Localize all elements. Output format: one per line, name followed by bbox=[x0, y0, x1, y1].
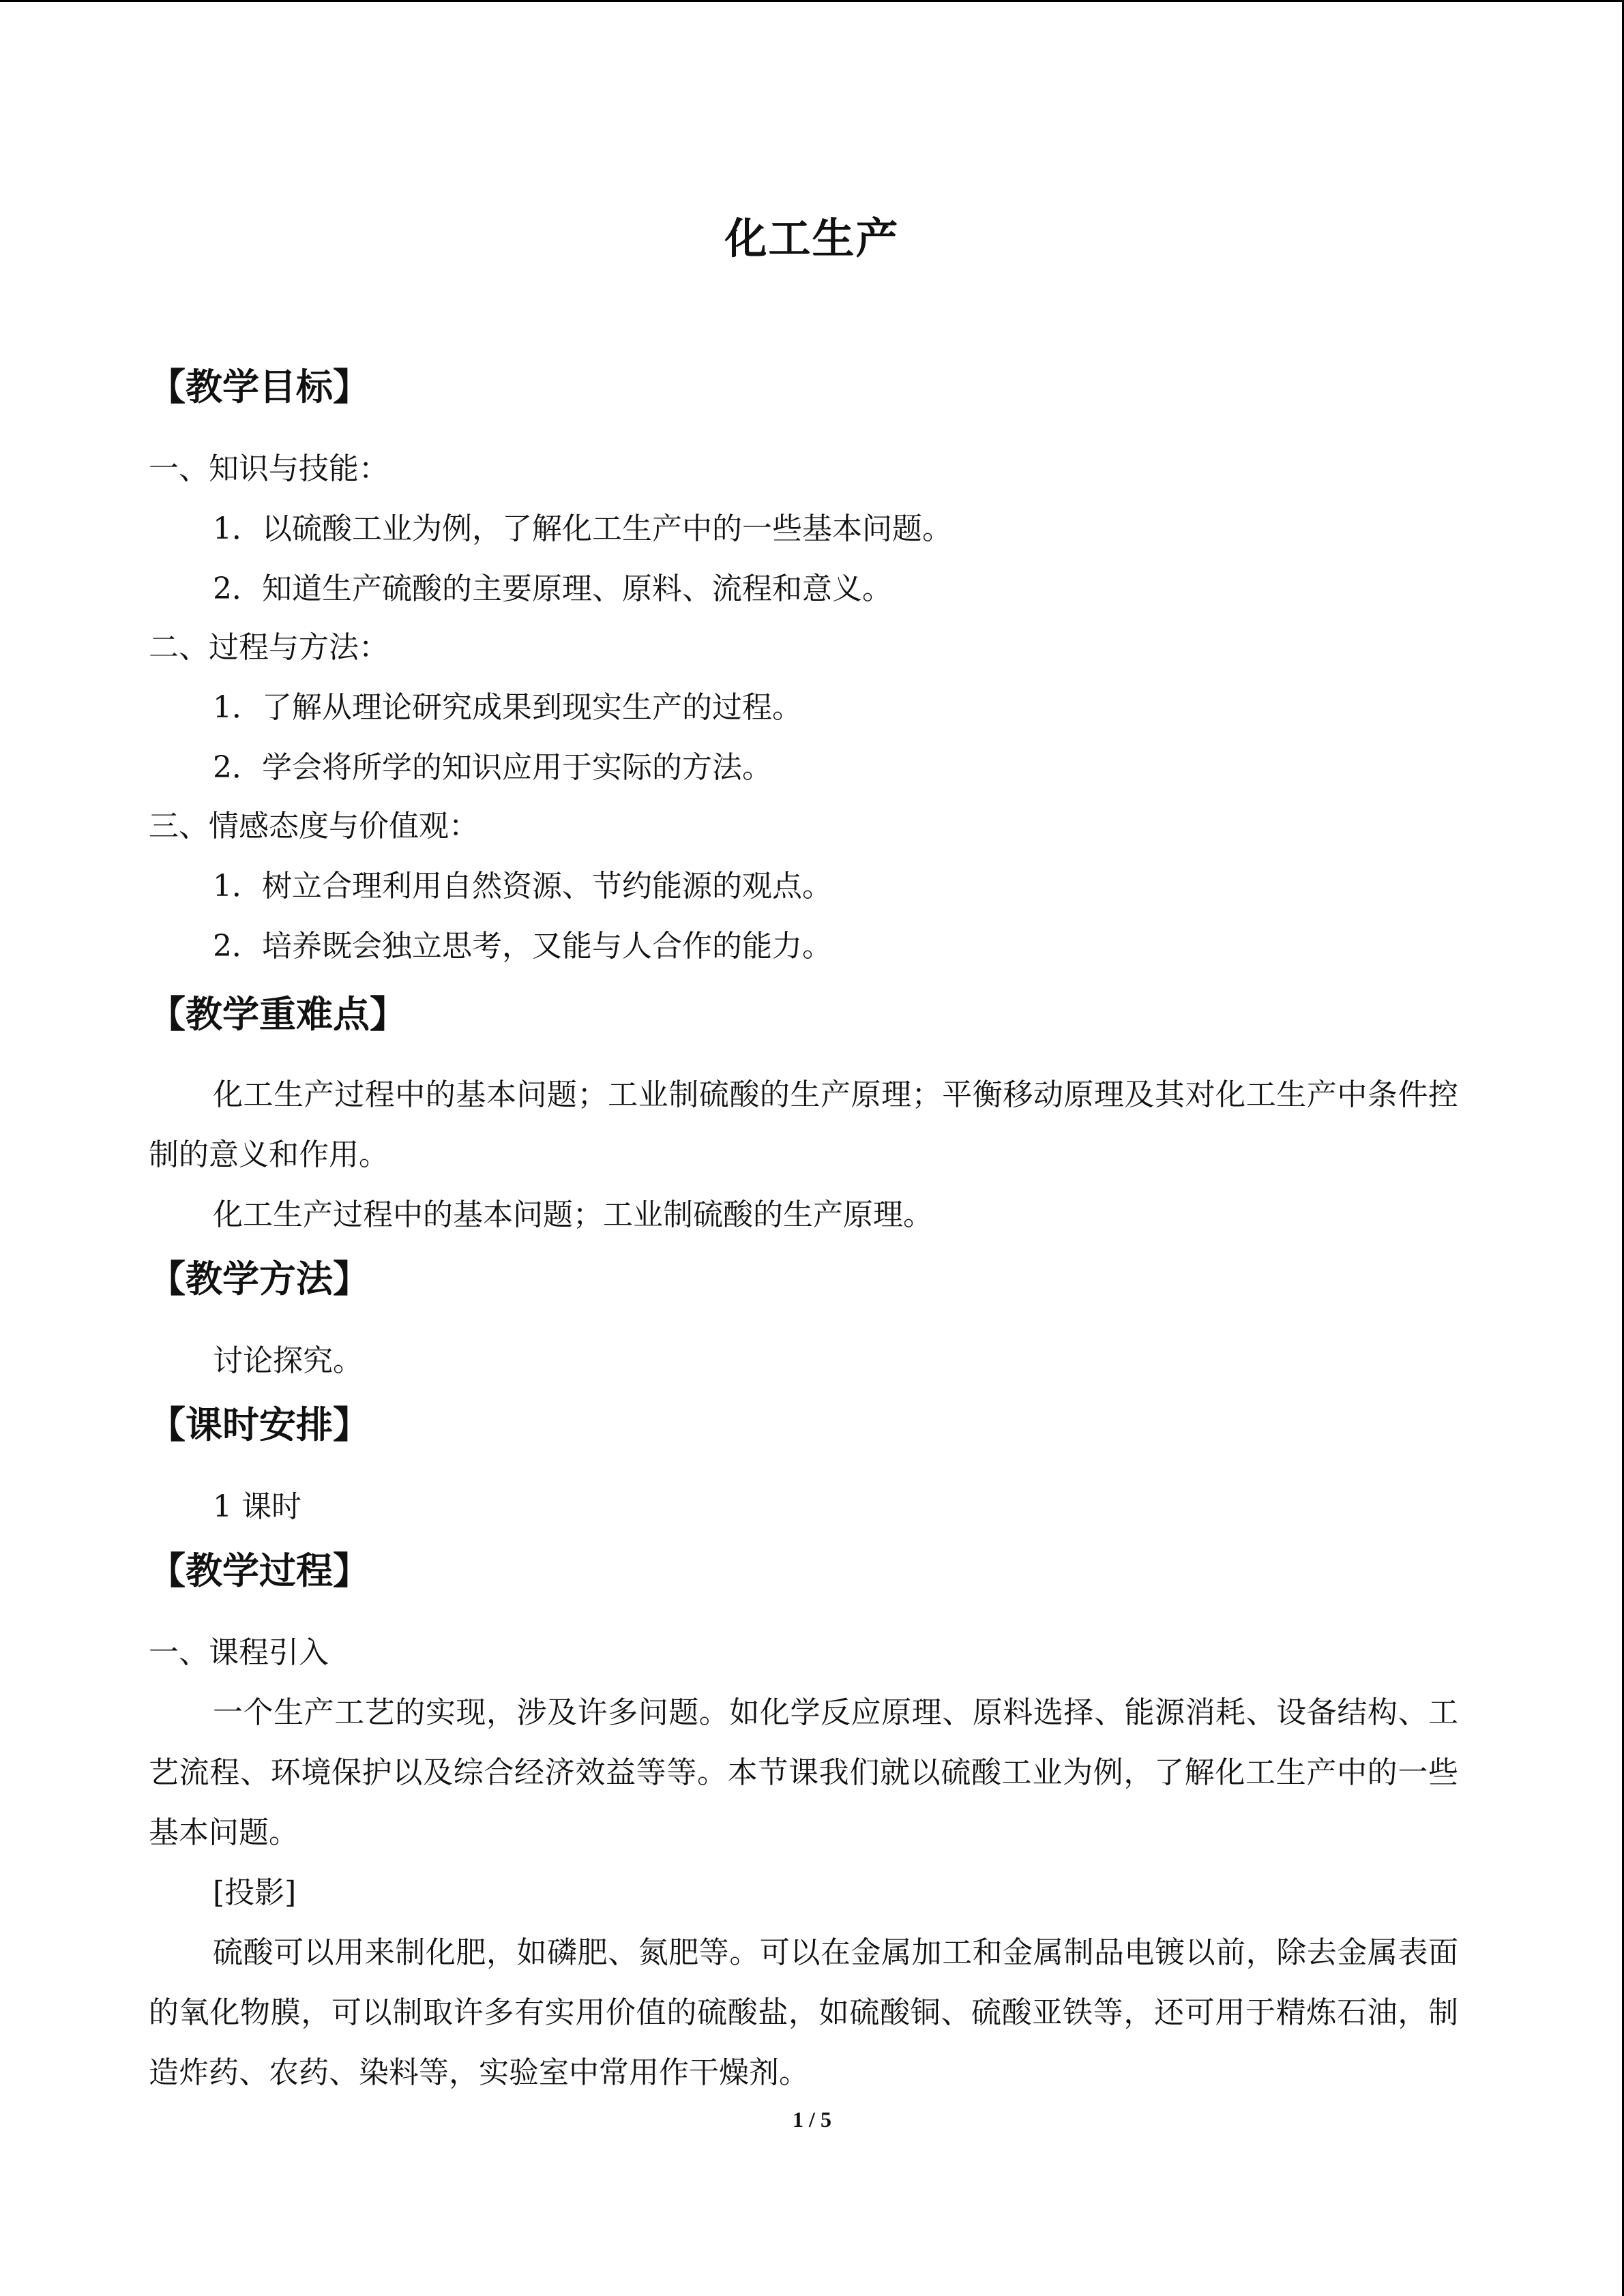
objectives-knowledge-item-1: 1．以硫酸工业为例，了解化工生产中的一些基本问题。 bbox=[213, 511, 952, 546]
objectives-process-label: 二、过程与方法： bbox=[149, 630, 389, 665]
heading-key-points: 【教学重难点】 bbox=[149, 993, 407, 1036]
objectives-process-item-1: 1．了解从理论研究成果到现实生产的过程。 bbox=[213, 690, 802, 725]
key-points-paragraph-2: 化工生产过程中的基本问题；工业制硫酸的生产原理。 bbox=[213, 1197, 933, 1232]
objectives-values-label: 三、情感态度与价值观： bbox=[149, 809, 479, 844]
objectives-values-item-2: 2．培养既会独立思考，又能与人合作的能力。 bbox=[213, 929, 832, 964]
heading-procedure: 【教学过程】 bbox=[149, 1549, 370, 1592]
objectives-knowledge-label: 一、知识与技能： bbox=[149, 451, 389, 486]
heading-objectives: 【教学目标】 bbox=[149, 366, 370, 408]
heading-methods: 【教学方法】 bbox=[149, 1257, 370, 1300]
objectives-process-item-2: 2．学会将所学的知识应用于实际的方法。 bbox=[213, 750, 772, 785]
procedure-projection-label: [投影] bbox=[213, 1875, 297, 1910]
procedure-paragraph-1: 一个生产工艺的实现，涉及许多问题。如化学反应原理、原料选择、能源消耗、设备结构、工艺流程、环境保护以及综合经济效益等等。本节课我们就以硫酸工业为例，了解化工生产中的一些基本问题。 bbox=[149, 1695, 1458, 1850]
key-points-paragraph-1: 化工生产过程中的基本问题；工业制硫酸的生产原理；平衡移动原理及其对化工生产中条件控制的意义和作用。 bbox=[149, 1077, 1458, 1172]
procedure-paragraph-3: 硫酸可以用来制化肥，如磷肥、氮肥等。可以在金属加工和金属制品电镀以前，除去金属表面的氧化物膜，可以制取许多有实用价值的硫酸盐，如硫酸铜、硫酸亚铁等，还可用于精炼石油，制造炸药、农药、染料等，实验室中常用作干燥剂。 bbox=[149, 1935, 1458, 2090]
page-border-top bbox=[0, 0, 1624, 2]
page-title: 化工生产 bbox=[724, 213, 900, 263]
schedule-text: 1 课时 bbox=[213, 1489, 301, 1524]
page-number: 1 / 5 bbox=[793, 2107, 831, 2132]
methods-text: 讨论探究。 bbox=[213, 1343, 363, 1378]
objectives-knowledge-item-2: 2．知道生产硫酸的主要原理、原料、流程和意义。 bbox=[213, 571, 892, 606]
heading-schedule: 【课时安排】 bbox=[149, 1403, 370, 1446]
procedure-intro-label: 一、课程引入 bbox=[149, 1635, 329, 1670]
objectives-values-item-1: 1．树立合理利用自然资源、节约能源的观点。 bbox=[213, 869, 832, 904]
